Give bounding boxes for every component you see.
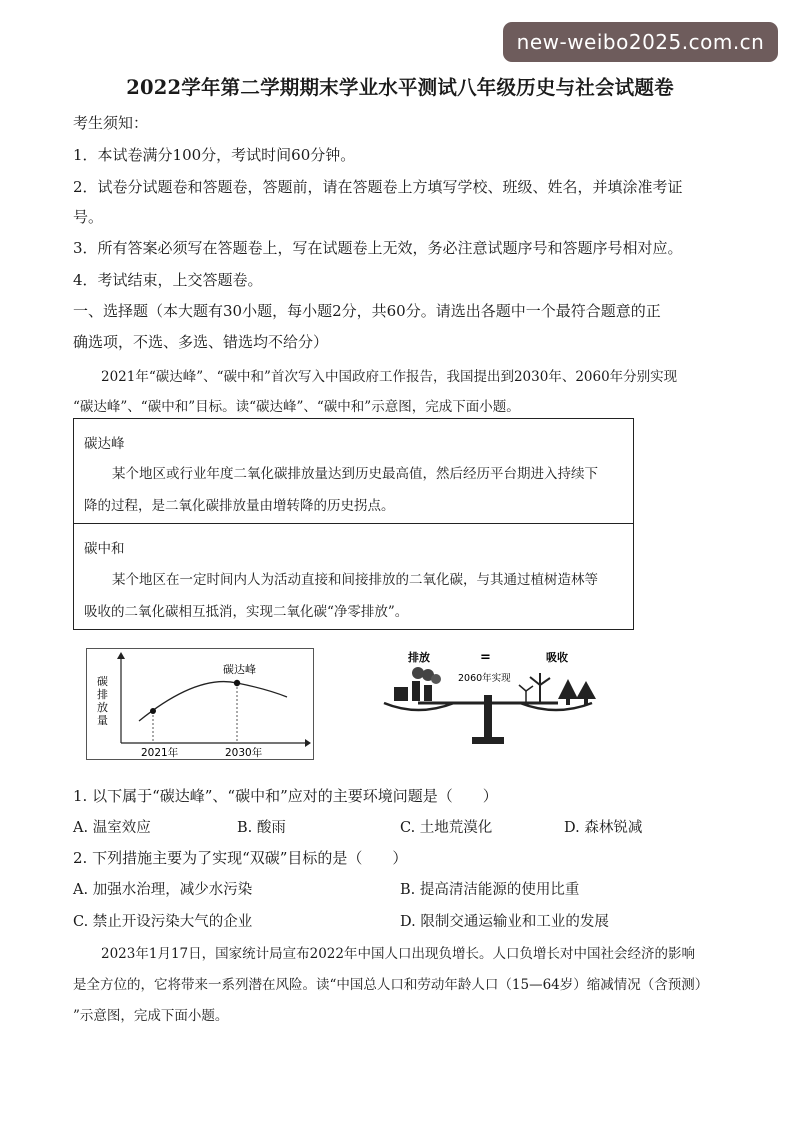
material1-line1: 2021年“碳达峰”、“碳中和”首次写入中国政府工作报告，我国提出到2030年、2060年分别实现 <box>101 369 678 385</box>
notice-item-2-cont: 号。 <box>73 208 104 226</box>
definition-divider <box>73 523 634 524</box>
emission-curve <box>139 682 287 721</box>
emission-label: 排放 <box>408 651 430 664</box>
carbon-balance-illustration <box>380 645 610 750</box>
definition-box <box>73 418 634 630</box>
definition-text-neutral-2: 吸收的二氧化碳相互抵消，实现二氧化碳“净零排放”。 <box>84 604 409 620</box>
wind-turbine-icon <box>519 673 550 703</box>
x-axis-arrow <box>305 739 311 747</box>
point-peak <box>234 680 240 686</box>
definition-term-peak: 碳达峰 <box>84 436 125 452</box>
carbon-peak-chart <box>86 648 314 760</box>
question-2-option-c[interactable]: C. 禁止开设污染大气的企业 <box>73 914 253 930</box>
material2-line3: ”示意图，完成下面小题。 <box>73 1008 229 1024</box>
definition-term-neutral: 碳中和 <box>84 541 125 557</box>
point-2021 <box>150 708 156 714</box>
balance-pillar <box>484 695 492 739</box>
tree-icon <box>558 679 596 705</box>
notice-item-2: 2．试卷分试题卷和答题卷，答题前，请在答题卷上方填写学校、班级、姓名，并填涂准考证 <box>73 178 683 196</box>
exam-title: 2022学年第二学期期末学业水平测试八年级历史与社会试题卷 <box>126 76 674 99</box>
factory-icon <box>394 667 441 701</box>
question-1-option-a[interactable]: A. 温室效应 <box>73 820 151 836</box>
section-heading-line2: 确选项，不选、多选、错选均不给分） <box>73 333 329 351</box>
material2-line1: 2023年1月17日，国家统计局宣布2022年中国人口出现负增长。人口负增长对中国社会经济的影响 <box>101 946 695 962</box>
target-year-label: 2060年实现 <box>458 673 511 684</box>
question-1-option-b[interactable]: B. 酸雨 <box>237 820 286 836</box>
x-tick-2030: 2030年 <box>225 747 263 759</box>
definition-text-peak-1: 某个地区或行业年度二氧化碳排放量达到历史最高值，然后经历平台期进入持续下 <box>112 466 598 482</box>
question-2-option-a[interactable]: A. 加强水治理，减少水污染 <box>73 882 253 898</box>
notice-heading: 考生须知： <box>73 114 149 132</box>
question-2-option-d[interactable]: D. 限制交通运输业和工业的发展 <box>400 914 609 930</box>
balance-base <box>472 737 504 744</box>
notice-item-4: 4．考试结束，上交答题卷。 <box>73 271 263 289</box>
question-1-option-d[interactable]: D. 森林锐减 <box>564 820 643 836</box>
material1-line2: “碳达峰”、“碳中和”目标。读“碳达峰”、“碳中和”示意图，完成下面小题。 <box>73 399 520 415</box>
definition-text-neutral-1: 某个地区在一定时间内人为活动直接和间接排放的二氧化碳，与其通过植树造林等 <box>112 572 598 588</box>
notice-item-3: 3．所有答案必须写在答题卷上，写在试题卷上无效，务必注意试题序号和答题序号相对应。 <box>73 239 683 257</box>
question-2-option-b[interactable]: B. 提高清洁能源的使用比重 <box>400 882 580 898</box>
y-axis-label: 碳排放量 <box>97 675 108 727</box>
watermark: new-weibo2025.com.cn <box>503 22 778 62</box>
question-2-stem: 2. 下列措施主要为了实现“双碳”目标的是（ ） <box>73 849 408 867</box>
notice-item-1: 1．本试卷满分100分，考试时间60分钟。 <box>73 146 356 164</box>
equals-sign: = <box>480 650 491 665</box>
question-1-stem: 1. 以下属于“碳达峰”、“碳中和”应对的主要环境问题是（ ） <box>73 787 498 805</box>
peak-annotation: 碳达峰 <box>223 663 256 676</box>
carbon-peak-chart-svg <box>87 649 313 759</box>
definition-text-peak-2: 降的过程，是二氧化碳排放量由增转降的历史拐点。 <box>84 498 395 514</box>
question-1-option-c[interactable]: C. 土地荒漠化 <box>400 820 493 836</box>
x-tick-2021: 2021年 <box>141 747 179 759</box>
section-heading-line1: 一、选择题（本大题有30小题，每小题2分，共60分。请选出各题中一个最符合题意的正 <box>73 302 661 320</box>
material2-line2: 是全方位的，它将带来一系列潜在风险。读“中国总人口和劳动年龄人口（15—64岁）缩减情况（含预测） <box>73 977 709 993</box>
y-axis-arrow <box>117 652 125 659</box>
absorption-label: 吸收 <box>546 651 568 664</box>
